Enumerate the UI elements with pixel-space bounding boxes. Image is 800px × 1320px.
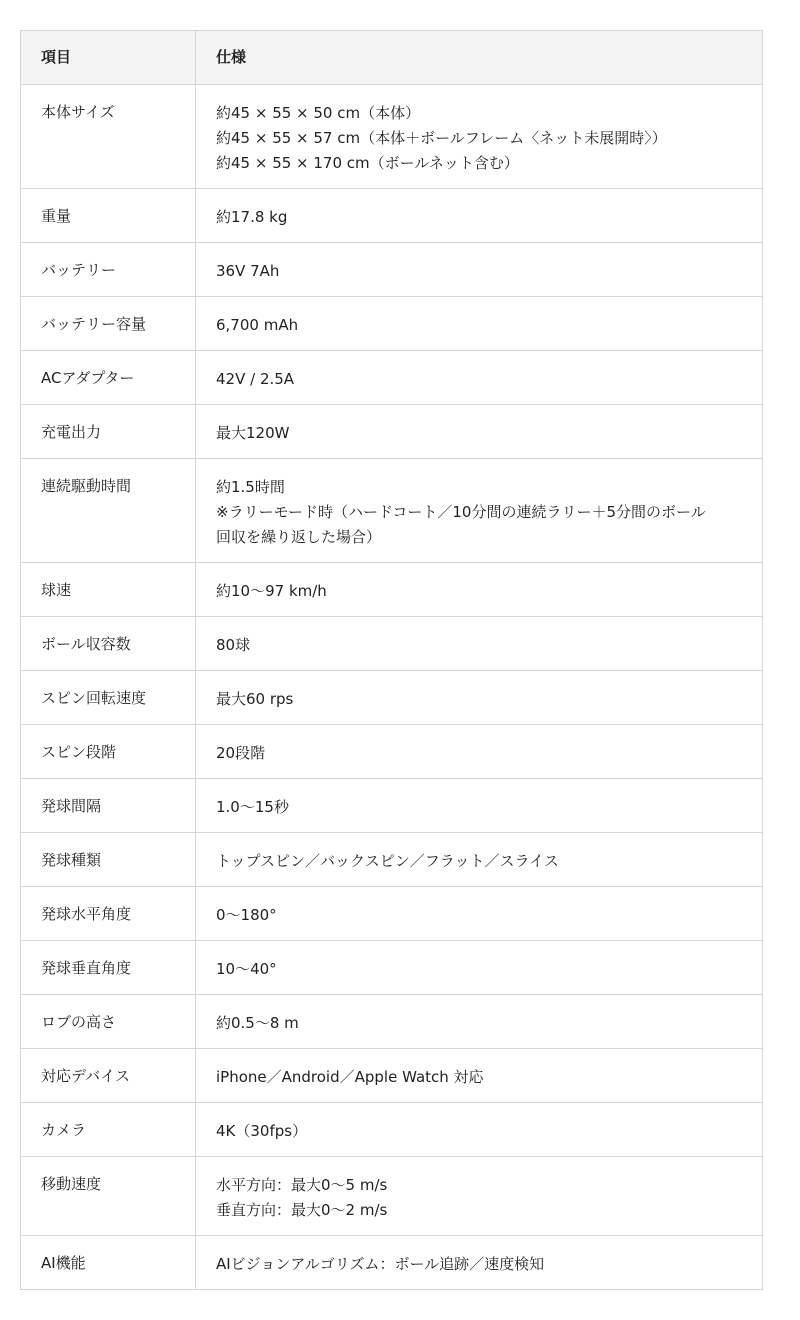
- row-label: 重量: [21, 189, 196, 243]
- value-line: 約0.5〜8 m: [216, 1014, 299, 1032]
- row-value: [196, 617, 763, 671]
- row-label: ボール収容数: [21, 617, 196, 671]
- value-line: 最大60 rps: [216, 690, 294, 708]
- row-label: 発球種類: [21, 833, 196, 887]
- value-line: 42V / 2.5A: [216, 370, 295, 388]
- value-line: 6,700 mAh: [216, 316, 299, 334]
- row-value: [196, 243, 763, 297]
- row-label: 充電出力: [21, 405, 196, 459]
- table-row: [21, 941, 763, 995]
- row-label: ロブの高さ: [21, 995, 196, 1049]
- row-label: 本体サイズ: [21, 85, 196, 189]
- row-value: [196, 887, 763, 941]
- row-value: [196, 1157, 763, 1236]
- value-line: 約45 × 55 × 57 cm（本体＋ボールフレーム〈ネット未展開時〉）: [216, 129, 667, 147]
- value-line: 1.0〜15秒: [216, 798, 289, 816]
- table-header-row: [21, 31, 763, 85]
- value-line: ※ラリーモード時（ハードコート／10分間の連続ラリー＋5分間のボール: [216, 503, 706, 521]
- row-value: [196, 405, 763, 459]
- row-label: スピン段階: [21, 725, 196, 779]
- table-row: [21, 1157, 763, 1236]
- value-line: 20段階: [216, 744, 266, 762]
- table-row: [21, 405, 763, 459]
- row-label: 連続駆動時間: [21, 459, 196, 563]
- value-line: iPhone／Android／Apple Watch 対応: [216, 1068, 484, 1086]
- value-line: 約10〜97 km/h: [216, 582, 327, 600]
- value-line: 約1.5時間: [216, 478, 285, 496]
- table-row: [21, 563, 763, 617]
- table-row: [21, 85, 763, 189]
- table-row: [21, 833, 763, 887]
- row-value: [196, 941, 763, 995]
- value-line: 約17.8 kg: [216, 208, 288, 226]
- row-label: ACアダプター: [21, 351, 196, 405]
- row-value: [196, 1049, 763, 1103]
- value-line: 10〜40°: [216, 960, 277, 978]
- row-value: [196, 1103, 763, 1157]
- row-value: [196, 725, 763, 779]
- table-row: [21, 617, 763, 671]
- row-value: [196, 563, 763, 617]
- table-row: [21, 995, 763, 1049]
- row-label: 対応デバイス: [21, 1049, 196, 1103]
- table-row: [21, 725, 763, 779]
- value-line: 回収を繰り返した場合）: [216, 528, 382, 546]
- row-value: [196, 995, 763, 1049]
- value-line: 水平方向：最大0〜5 m/s: [216, 1176, 388, 1194]
- row-label: カメラ: [21, 1103, 196, 1157]
- value-line: 36V 7Ah: [216, 262, 280, 280]
- value-line: 4K（30fps）: [216, 1122, 308, 1140]
- table-row: [21, 1103, 763, 1157]
- value-line: 80球: [216, 636, 251, 654]
- spec-table: [20, 30, 763, 1290]
- row-label: 球速: [21, 563, 196, 617]
- value-line: 垂直方向：最大0〜2 m/s: [216, 1201, 388, 1219]
- row-value: [196, 1236, 763, 1290]
- row-value: [196, 459, 763, 563]
- value-line: トップスピン／バックスピン／フラット／スライス: [216, 852, 559, 870]
- row-value: [196, 85, 763, 189]
- row-label: バッテリー容量: [21, 297, 196, 351]
- table-row: [21, 243, 763, 297]
- table-row: [21, 297, 763, 351]
- value-line: AIビジョンアルゴリズム：ボール追跡／速度検知: [216, 1255, 545, 1273]
- row-value: [196, 779, 763, 833]
- table-row: [21, 351, 763, 405]
- row-label: スピン回転速度: [21, 671, 196, 725]
- table-row: [21, 1049, 763, 1103]
- row-value: [196, 189, 763, 243]
- table-row: [21, 189, 763, 243]
- row-label: 発球水平角度: [21, 887, 196, 941]
- row-label: 移動速度: [21, 1157, 196, 1236]
- table-row: [21, 887, 763, 941]
- row-label: バッテリー: [21, 243, 196, 297]
- header-spec: 仕様: [196, 31, 763, 85]
- table-row: [21, 779, 763, 833]
- table-row: [21, 1236, 763, 1290]
- row-value: [196, 671, 763, 725]
- row-value: [196, 351, 763, 405]
- value-line: 最大120W: [216, 424, 290, 442]
- row-value: [196, 833, 763, 887]
- table-row: [21, 459, 763, 563]
- value-line: 0〜180°: [216, 906, 277, 924]
- table-row: [21, 671, 763, 725]
- row-label: 発球間隔: [21, 779, 196, 833]
- value-line: 約45 × 55 × 50 cm（本体）: [216, 104, 421, 122]
- row-value: [196, 297, 763, 351]
- value-line: 約45 × 55 × 170 cm（ボールネット含む）: [216, 154, 519, 172]
- row-label: AI機能: [21, 1236, 196, 1290]
- header-item: 項目: [21, 31, 196, 85]
- row-label: 発球垂直角度: [21, 941, 196, 995]
